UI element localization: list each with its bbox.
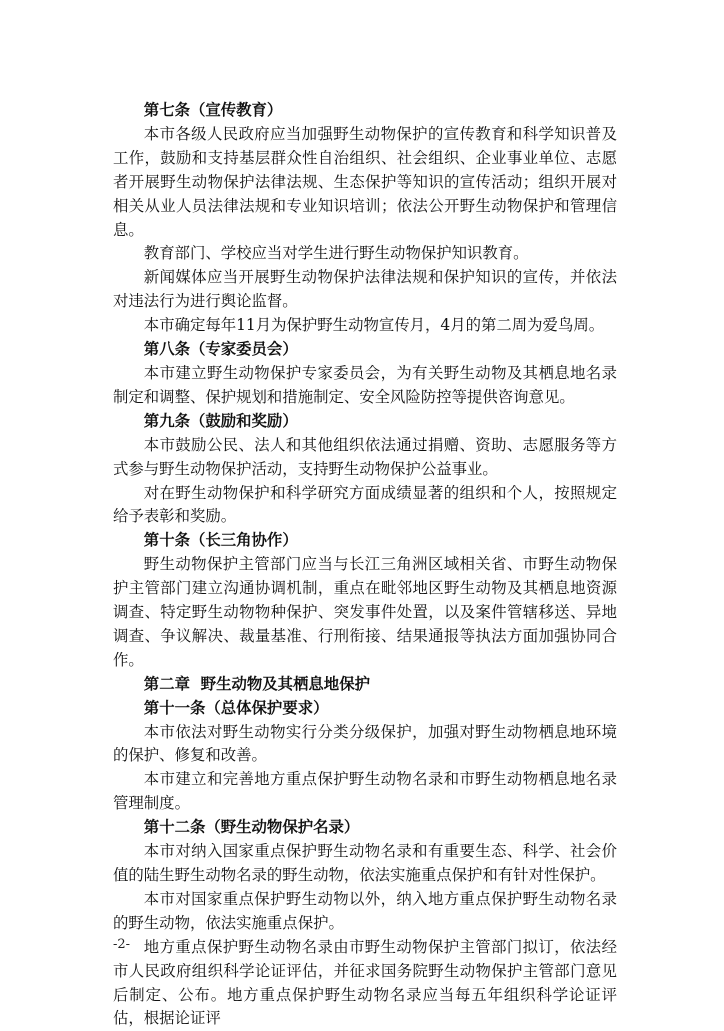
paragraph: 本市各级人民政府应当加强野生动物保护的宣传教育和科学知识普及工作，鼓励和支持基层群众性自治组织、社会组织、企业事业单位、志愿者开展野生动物保护法律法规、生态保护等知识的宣传活动；组织开展对相关从业人员法律法规和专业知识培训；依法公开野生动物保护和管理信息。: [113, 124, 617, 239]
paragraph: 教育部门、学校应当对学生进行野生动物保护知识教育。: [143, 244, 529, 263]
article-heading: 第七条（宣传教育）: [143, 101, 283, 119]
article-12: [113, 816, 617, 1031]
article-10: [113, 529, 617, 672]
paragraph: 本市建立野生动物保护专家委员会，为有关野生动物及其栖息地名录制定和调整、保护规划和措施制定、安全风险防控等提供咨询意见。: [113, 363, 617, 406]
paragraph: 本市对国家重点保护野生动物以外，纳入地方重点保护野生动物名录的野生动物，依法实施重点保护。: [113, 889, 617, 932]
paragraph: 新闻媒体应当开展野生动物保护法律法规和保护知识的宣传，并依法对违法行为进行舆论监督。: [113, 268, 617, 311]
page-number: -2-: [113, 937, 131, 952]
article-11: [113, 697, 617, 817]
chapter-2: [113, 673, 617, 697]
article-heading: 第十二条（野生动物保护名录）: [143, 818, 360, 837]
paragraph: 本市对纳入国家重点保护野生动物名录和有重要生态、科学、社会价值的陆生野生动物名录的野生动物，依法实施重点保护和有针对性保护。: [113, 842, 617, 884]
chapter-heading: 第二章 野生动物及其栖息地保护: [143, 674, 370, 693]
paragraph: 本市鼓励公民、法人和其他组织依法通过捐赠、资助、志愿服务等方式参与野生动物保护活动，支持野生动物保护公益事业。: [113, 435, 617, 478]
article-7: [113, 99, 617, 338]
article-9: [113, 410, 617, 530]
paragraph: 野生动物保护主管部门应当与长江三角洲区域相关省、市野生动物保护主管部门建立沟通协调机制，重点在毗邻地区野生动物及其栖息地资源调查、特定野生动物物种保护、突发事件处置，以及案件管辖移送、异地调查、争议解决、裁量基准、行刑衔接、结果通报等执法方面加强协同合作。: [113, 555, 617, 669]
paragraph: 地方重点保护野生动物名录由市野生动物保护主管部门拟订，依法经市人民政府组织科学论证评估，并征求国务院野生动物保护主管部门意见后制定、公布。地方重点保护野生动物名录应当每五年组织科学论证评估，根据论证评: [113, 937, 617, 1028]
paragraph: 本市确定每年11月为保护野生动物宣传月，4月的第二周为爱鸟周。: [143, 316, 605, 335]
paragraph: 本市建立和完善地方重点保护野生动物名录和市野生动物栖息地名录管理制度。: [113, 770, 617, 813]
paragraph: 对在野生动物保护和科学研究方面成绩显著的组织和个人，按照规定给予表彰和奖励。: [113, 483, 617, 526]
paragraph: 本市依法对野生动物实行分类分级保护，加强对野生动物栖息地环境的保护、修复和改善。: [113, 722, 617, 765]
article-heading: 第九条（鼓励和奖励）: [143, 411, 298, 430]
document-body: [113, 99, 617, 1031]
article-heading: 第八条（专家委员会）: [143, 340, 298, 359]
article-8: [113, 338, 617, 410]
article-heading: 第十一条（总体保护要求）: [143, 698, 329, 717]
article-heading: 第十条（长三角协作）: [143, 531, 298, 550]
